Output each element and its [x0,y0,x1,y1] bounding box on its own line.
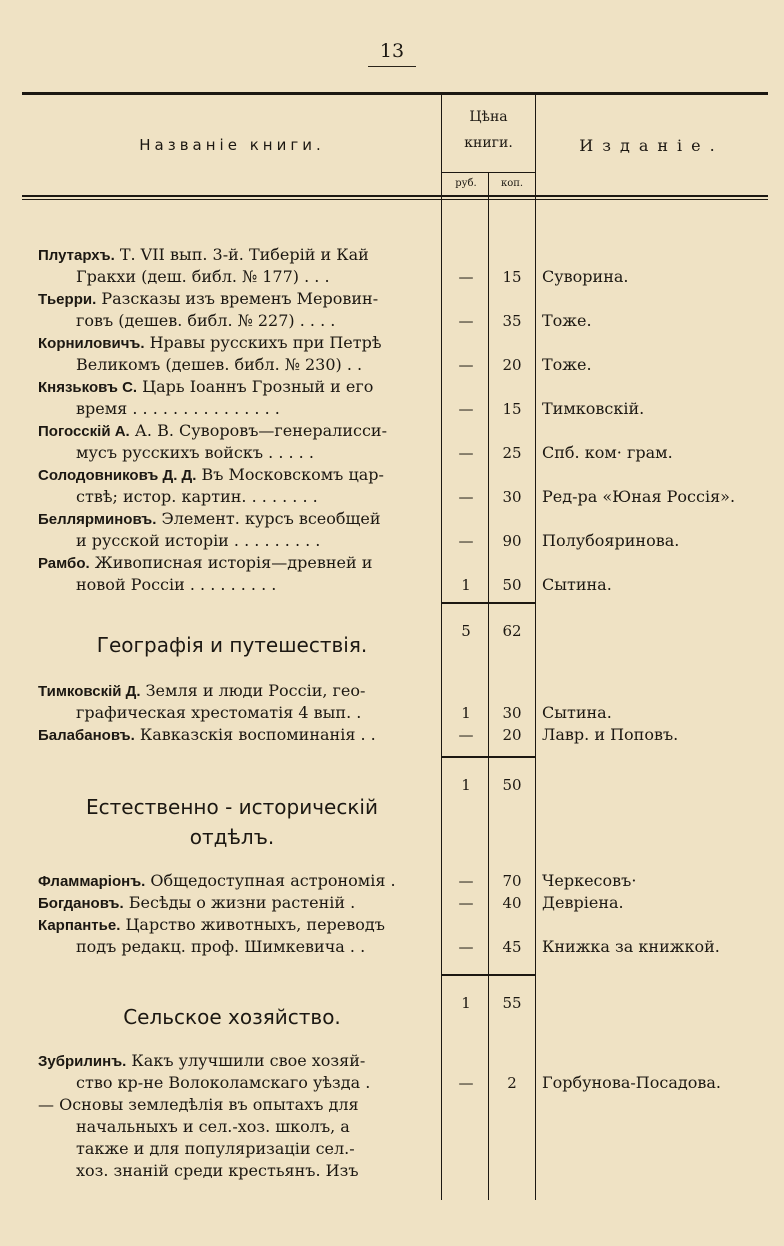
book-title-text: Кавказскія воспоминанія . . [134,725,376,744]
price-kop: 15 [502,400,522,418]
book-title-text: — Основы земледѣлія въ опытахъ для [38,1095,359,1114]
price-rub: 1 [461,576,471,594]
section-title: Сельское хозяйство. [123,1005,341,1029]
book-entry-line [38,1116,433,1138]
book-author: Богдановъ. [38,895,124,912]
book-title-text: новой Россіи . . . . . . . . . [76,575,277,594]
book-title-text: начальныхъ и сел.-хоз. школъ, а [76,1117,350,1136]
book-author: Рамбо. [38,555,90,572]
book-title-text: Царь Іоаннъ Грозный и его [137,377,374,396]
publisher: Девріена. [542,893,624,912]
price-kop: 25 [502,444,522,462]
book-title-text: время . . . . . . . . . . . . . . . [76,399,280,418]
subtotal-kop: 50 [502,776,522,794]
publisher: Горбунова-Посадова. [542,1073,721,1092]
subtotal-rule [442,974,535,976]
book-title-text: Царство животныхъ, переводъ [120,915,385,934]
book-entry-line [38,680,433,703]
price-kop: 50 [502,576,522,594]
price-rub: — [458,726,474,744]
book-entry-line [38,354,433,376]
book-author: Солодовниковъ Д. Д. [38,467,197,484]
book-entry-line [38,724,433,747]
price-rub: — [458,488,474,506]
price-kop: 30 [502,488,522,506]
book-entry-line [38,530,433,552]
book-title-text: Разсказы изъ временъ Меровин- [96,289,379,308]
book-entry-line [38,1094,433,1116]
book-entry-line [38,1072,433,1094]
book-author: Погосскій А. [38,423,130,440]
book-entry-line [38,870,433,893]
book-entry-line [38,310,433,332]
price-rub: — [458,444,474,462]
price-kop: 90 [502,532,522,550]
price-kop: 20 [502,726,522,744]
book-title-text: Живописная исторія—древней и [89,553,373,572]
book-title-text: А. В. Суворовъ—генералисси- [129,421,387,440]
book-entry-line [38,266,433,288]
book-title-text: говъ (дешев. библ. № 227) . . . . [76,311,336,330]
book-entry-line [38,552,433,575]
price-kop: 2 [507,1074,517,1092]
book-title-text: мусъ русскихъ войскъ . . . . . [76,443,314,462]
subtotal-rule [442,756,535,758]
publisher: Спб. ком· грам. [542,443,673,462]
book-entry-line [38,914,433,937]
price-kop: 40 [502,894,522,912]
page-number-rule [368,66,416,67]
book-title-text: Великомъ (дешев. библ. № 230) . . [76,355,363,374]
price-rub: — [458,938,474,956]
publisher: Ред-ра «Юная Россія». [542,487,736,506]
price-rub: — [458,268,474,286]
book-title-text: Какъ улучшили свое хозяй- [126,1051,366,1070]
book-entry-line [38,288,433,311]
section-title: Естественно - историческій [86,795,378,819]
price-kop: 35 [502,312,522,330]
publisher: Сытина. [542,703,612,722]
book-author: Балабановъ. [38,727,135,744]
book-author: Князьковъ С. [38,379,138,396]
book-title-text: подъ редакц. проф. Шимкевича . . [76,937,366,956]
column-divider-rub-kop [488,172,489,1200]
publisher: Лавр. и Поповъ. [542,725,679,744]
subtotal-kop: 62 [502,622,522,640]
column-divider-price [535,94,536,1200]
book-title-text: Нравы русскихъ при Петрѣ [144,333,382,352]
book-title-text: ство кр-не Волоколамскаго уѣзда . [76,1073,371,1092]
book-title-text: ствѣ; истор. картин. . . . . . . . [76,487,318,506]
book-entry-line [38,398,433,420]
book-entry-line [38,420,433,443]
column-header-publisher: Изданіе. [579,136,724,155]
subtotal-rub: 5 [461,622,471,640]
section-title: Географія и путешествія. [96,633,368,657]
book-title-text: Общедоступная астрономія . [145,871,396,890]
column-header-price [442,104,535,156]
header-rule-thin [22,199,768,200]
price-rub: — [458,356,474,374]
price-rub: — [458,894,474,912]
subtotal-kop: 55 [502,994,522,1012]
book-entry-line [38,1138,433,1160]
price-kop: 20 [502,356,522,374]
price-subheader-rule [442,172,535,173]
price-header-line2: книги. [464,135,513,151]
publisher: Книжка за книжкой. [542,937,720,956]
book-author: Карпантье. [38,917,121,934]
publisher: Тоже. [542,311,592,330]
subtotal-rule [442,602,535,604]
publisher: Полубояринова. [542,531,680,550]
column-header-title: Названіе книги. [139,136,325,154]
book-author: Плутархъ. [38,247,115,264]
book-entry-line [38,332,433,355]
book-author: Беллярминовъ. [38,511,157,528]
price-kop: 30 [502,704,522,722]
book-entry-line [38,574,433,596]
book-title-text: Земля и люди Россіи, гео- [140,681,366,700]
price-rub: — [458,1074,474,1092]
book-author: Фламмаріонъ. [38,873,146,890]
publisher: Сытина. [542,575,612,594]
column-header-rub: руб. [455,178,477,189]
price-kop: 45 [502,938,522,956]
price-rub: — [458,400,474,418]
price-header-line1: Цѣна [469,109,508,125]
book-author: Тимковскій Д. [38,683,141,700]
book-entry-line [38,464,433,487]
book-author: Зубрилинъ. [38,1053,127,1070]
book-title-text: и русской исторіи . . . . . . . . . [76,531,321,550]
publisher: Суворина. [542,267,629,286]
book-title-text: Т. VII вып. 3-й. Тиберій и Кай [114,245,369,264]
book-entry-line [38,486,433,508]
book-title-text: графическая хрестоматія 4 вып. . [76,703,362,722]
price-rub: — [458,872,474,890]
page-number: 13 [379,40,405,62]
book-entry-line [38,1050,433,1073]
book-title-text: хоз. знаній среди крестьянъ. Изъ [76,1161,359,1180]
book-entry-line [38,1160,433,1182]
subtotal-rub: 1 [461,994,471,1012]
price-rub: — [458,532,474,550]
book-entry-line [38,702,433,724]
book-author: Тьерри. [38,291,97,308]
book-entry-line [38,244,433,267]
section-title-line2: отдѣлъ. [189,825,275,849]
book-title-text: Бесѣды о жизни растеній . [123,893,356,912]
book-entry-line [38,892,433,915]
publisher: Черкесовъ· [542,871,637,890]
price-rub: 1 [461,704,471,722]
book-title-text: Въ Московскомъ цар- [196,465,384,484]
publisher: Тимковскій. [542,399,645,418]
book-title-text: Элемент. курсъ всеобщей [156,509,381,528]
book-title-text: также и для популяризаціи сел.- [76,1139,355,1158]
subtotal-rub: 1 [461,776,471,794]
book-title-text: Гракхи (деш. библ. № 177) . . . [76,267,330,286]
publisher: Тоже. [542,355,592,374]
book-entry-line [38,376,433,399]
header-rule [22,195,768,197]
book-entry-line [38,936,433,958]
book-author: Корниловичъ. [38,335,145,352]
price-rub: — [458,312,474,330]
price-kop: 15 [502,268,522,286]
price-kop: 70 [502,872,522,890]
book-entry-line [38,442,433,464]
book-entry-line [38,508,433,531]
column-header-kop: коп. [500,178,524,189]
